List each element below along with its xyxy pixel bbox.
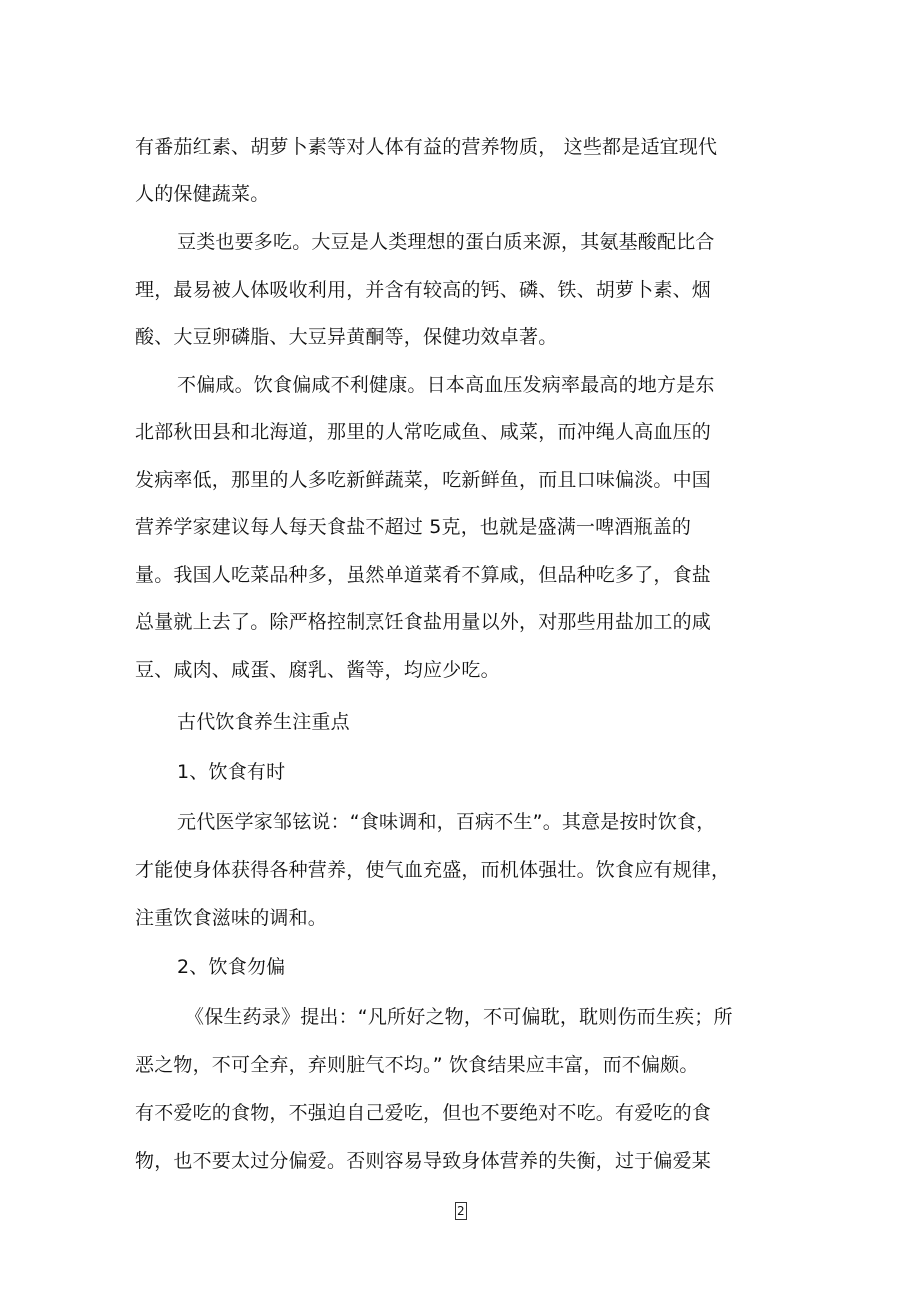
text-line: 元代医学家邹铉说：“食味调和，百病不生”。其意是按时饮食， bbox=[177, 811, 716, 833]
text-line: 恶之物，不可全弃，弃则脏气不均。” 饮食结果应丰富，而不偏颇。 bbox=[135, 1054, 699, 1076]
text-line: 物，也不要太过分偏爱。否则容易导致身体营养的失衡，过于偏爱某 bbox=[135, 1150, 712, 1172]
text-line: 有番茄红素、胡萝卜素等对人体有益的营养物质， 这些都是适宜现代 bbox=[135, 136, 718, 158]
text-line: 豆、咸肉、咸蛋、腐乳、酱等，均应少吃。 bbox=[135, 659, 500, 681]
subheading-1: 1、饮食有时 bbox=[177, 761, 286, 783]
text-line: 豆类也要多吃。大豆是人类理想的蛋白质来源，其氨基酸配比合 bbox=[177, 231, 715, 253]
text-line: 营养学家建议每人每天食盐不超过 5克，也就是盛满一啤酒瓶盖的 bbox=[135, 516, 692, 538]
text-line: 《保生药录》提出：“凡所好之物，不可偏耽，耽则伤而生疾；所 bbox=[185, 1006, 733, 1028]
page-number: 2 bbox=[457, 1204, 465, 1218]
text-line: 理，最易被人体吸收利用，并含有较高的钙、磷、铁、胡萝卜素、烟 bbox=[135, 279, 712, 301]
text-line: 量。我国人吃菜品种多，虽然单道菜肴不算咸，但品种吃多了，食盐 bbox=[135, 564, 712, 586]
text-line: 注重饮食滋味的调和。 bbox=[135, 907, 328, 929]
text-line: 人的保健蔬菜。 bbox=[135, 183, 270, 205]
text-line: 总量就上去了。除严格控制烹饪食盐用量以外，对那些用盐加工的咸 bbox=[135, 611, 712, 633]
text-line: 北部秋田县和北海道，那里的人常吃咸鱼、咸菜，而冲绳人高血压的 bbox=[135, 421, 712, 443]
text-line: 不偏咸。饮食偏咸不利健康。日本高血压发病率最高的地方是东 bbox=[177, 374, 715, 396]
text-line: 酸、大豆卵磷脂、大豆异黄酮等，保健功效卓著。 bbox=[135, 326, 558, 348]
text-line: 有不爱吃的食物，不强迫自己爱吃，但也不要绝对不吃。有爱吃的食 bbox=[135, 1102, 712, 1124]
section-heading: 古代饮食养生注重点 bbox=[177, 711, 350, 733]
text-line: 才能使身体获得各种营养，使气血充盛，而机体强壮。饮食应有规律， bbox=[135, 859, 731, 881]
text-line: 发病率低，那里的人多吃新鲜蔬菜，吃新鲜鱼，而且口味偏淡。中国 bbox=[135, 469, 712, 491]
subheading-2: 2、饮食勿偏 bbox=[177, 956, 286, 978]
